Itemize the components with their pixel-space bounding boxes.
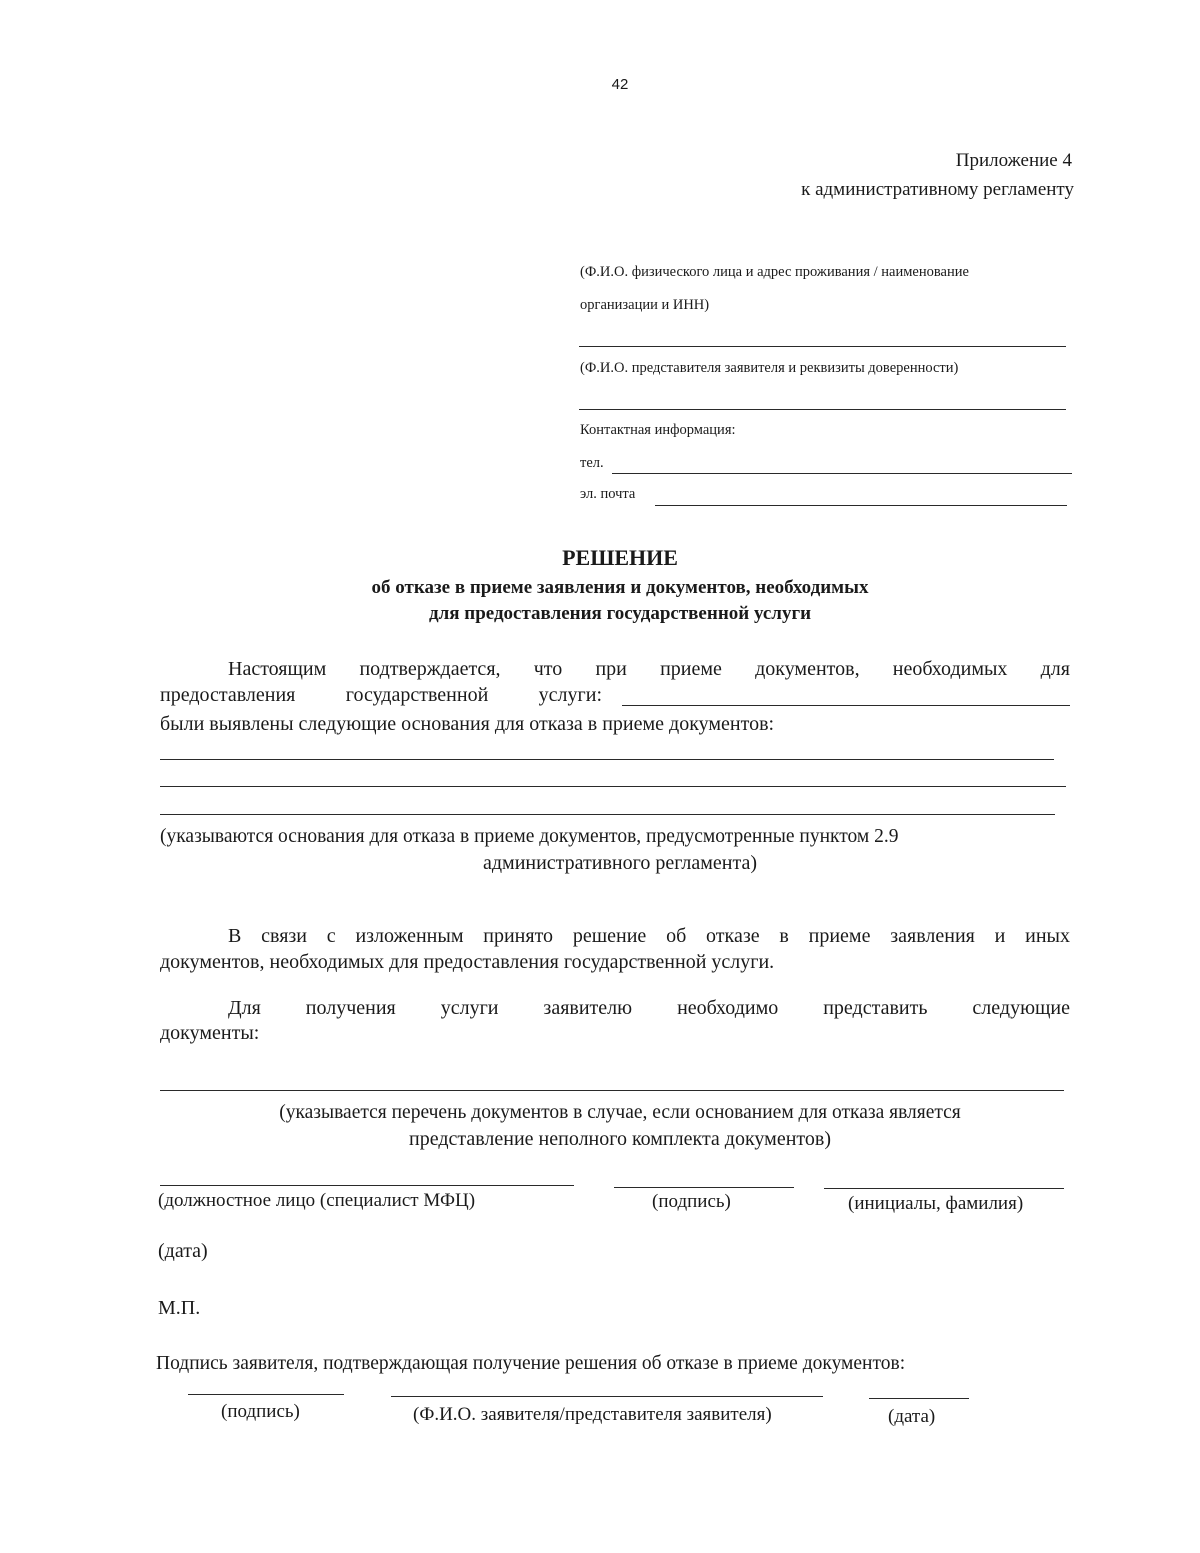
service-field-line[interactable] [622, 705, 1070, 706]
applicant-field-line[interactable] [579, 346, 1066, 347]
applicant-confirmation: Подпись заявителя, подтверждающая получение решения об отказе в приеме документов: [156, 1353, 906, 1374]
applicant-name-caption: (Ф.И.О. заявителя/представителя заявителя) [413, 1404, 772, 1425]
applicant-caption-cont: организации и ИНН) [580, 297, 710, 313]
grounds-field-line[interactable] [160, 759, 1054, 760]
para2-line1: В связи с изложенным принято решение об отказе в приеме заявления и иных [228, 925, 1070, 947]
para3-line2: документы: [160, 1022, 260, 1044]
page-number: 42 [611, 76, 629, 93]
applicant-name-line[interactable] [391, 1396, 823, 1397]
appendix-label: Приложение 4 [955, 150, 1072, 171]
decision-title: РЕШЕНИЕ [562, 545, 678, 570]
signature-caption: (подпись) [652, 1191, 731, 1212]
para1-line3: были выявлены следующие основания для отказа в приеме документов: [160, 713, 775, 735]
initials-field-line[interactable] [824, 1188, 1064, 1189]
applicant-signature-caption: (подпись) [221, 1401, 300, 1422]
stamp-label: М.П. [158, 1297, 201, 1319]
documents-note-cont: представление неполного комплекта документов) [409, 1128, 831, 1150]
grounds-field-line[interactable] [160, 786, 1066, 787]
documents-note: (указывается перечень документов в случае, если основанием для отказа является [279, 1102, 961, 1123]
phone-field-line[interactable] [612, 473, 1072, 474]
documents-field-line[interactable] [160, 1090, 1064, 1091]
grounds-note: (указываются основания для отказа в приеме документов, предусмотренные пунктом 2.9 [160, 826, 899, 847]
date-caption: (дата) [158, 1240, 208, 1262]
para1-line2: предоставления государственной услуги: [160, 684, 602, 706]
official-caption: (должностное лицо (специалист МФЦ) [158, 1190, 476, 1211]
applicant-caption: (Ф.И.О. физического лица и адрес проживания / наименование [580, 264, 969, 280]
initials-caption: (инициалы, фамилия) [848, 1193, 1024, 1214]
representative-caption: (Ф.И.О. представителя заявителя и реквизиты доверенности) [580, 360, 959, 376]
phone-label: тел. [580, 455, 604, 471]
para1-line1: Настоящим подтверждается, что при приеме документов, необходимых для [228, 658, 1070, 680]
official-field-line[interactable] [160, 1185, 574, 1186]
decision-subtitle: об отказе в приеме заявления и документов, необходимых [371, 577, 869, 598]
representative-field-line[interactable] [579, 409, 1066, 410]
signature-field-line[interactable] [614, 1187, 794, 1188]
appendix-regulation: к административному регламенту [801, 179, 1074, 200]
para3-line1: Для получения услуги заявителю необходимо представить следующие [228, 997, 1070, 1019]
applicant-date-line[interactable] [869, 1398, 969, 1399]
applicant-signature-line[interactable] [188, 1394, 344, 1395]
applicant-date-caption: (дата) [888, 1406, 936, 1427]
contact-label: Контактная информация: [580, 422, 736, 438]
grounds-note-cont: административного регламента) [482, 852, 757, 874]
grounds-field-line[interactable] [160, 814, 1055, 815]
decision-subtitle-cont: для предоставления государственной услуги [428, 603, 812, 624]
email-label: эл. почта [580, 486, 636, 502]
para2-line2: документов, необходимых для предоставления государственной услуги. [160, 951, 775, 973]
email-field-line[interactable] [655, 505, 1067, 506]
